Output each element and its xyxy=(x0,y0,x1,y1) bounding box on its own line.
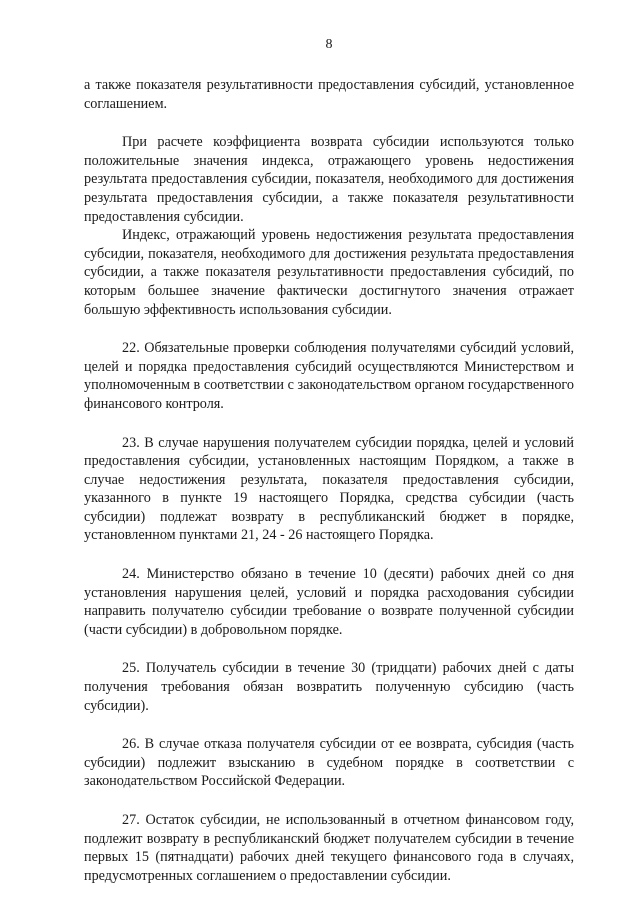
paragraph-23: 23. В случае нарушения получателем субсидии порядка, целей и условий предоставления субсидии, установленных настоящим Порядком, а также в случае недостижения результата, показателя предоставления субсидии, указанного в пункте 19 настоящего Порядка, средства субсидии (часть субсидии) подлежат возврату в республиканский бюджет в порядке, установленном пунктами 21, 24 - 26 настоящего Порядка. xyxy=(84,434,574,544)
paragraph-27: 27. Остаток субсидии, не использованный в отчетном финансовом году, подлежит возврату в республиканский бюджет получателем субсидии в течение первых 15 (пятнадцати) рабочих дней текущего финансового года в случаях, предусмотренных соглашением о предоставлении субсидии. xyxy=(84,812,574,884)
paragraph-26: 26. В случае отказа получателя субсидии от ее возврата, субсидия (часть субсидии) подлежит взысканию в судебном порядке в соответствии с законодательством Российской Федерации. xyxy=(84,736,574,790)
paragraph-return-coefficient: При расчете коэффициента возврата субсидии используются только положительные значения индекса, отражающего уровень недостижения результата предоставления субсидии, показателя, необходимого для достижения результата предоставления субсидии, а также показателя результативности предоставления субсидии. xyxy=(84,134,574,225)
paragraph-continuation: а также показателя результативности предоставления субсидий, установленное соглашением. xyxy=(84,77,574,112)
paragraph-index-definition: Индекс, отражающий уровень недостижения результата предоставления субсидии, показателя, необходимого для достижения результата предоставления субсидии, а также показателя результативности предоставления субсидий, по которым большее значение фактически достигнутого значения отражает большую эффективность использования субсидии. xyxy=(84,227,574,318)
page-number: 8 xyxy=(325,37,333,52)
paragraph-25: 25. Получатель субсидии в течение 30 (тридцати) рабочих дней с даты получения требования обязан возвратить полученную субсидию (часть субсидии). xyxy=(84,660,574,714)
paragraph-24: 24. Министерство обязано в течение 10 (десяти) рабочих дней со дня установления нарушения целей, условий и порядка расходования субсидии направить получателю субсидии требование о возврате полученной субсидии (части субсидии) в добровольном порядке. xyxy=(84,566,574,638)
paragraph-22: 22. Обязательные проверки соблюдения получателями субсидий условий, целей и порядка предоставления субсидий осуществляются Министерством и уполномоченным в соответствии с законодательством органом государственного финансового контроля. xyxy=(84,340,574,412)
